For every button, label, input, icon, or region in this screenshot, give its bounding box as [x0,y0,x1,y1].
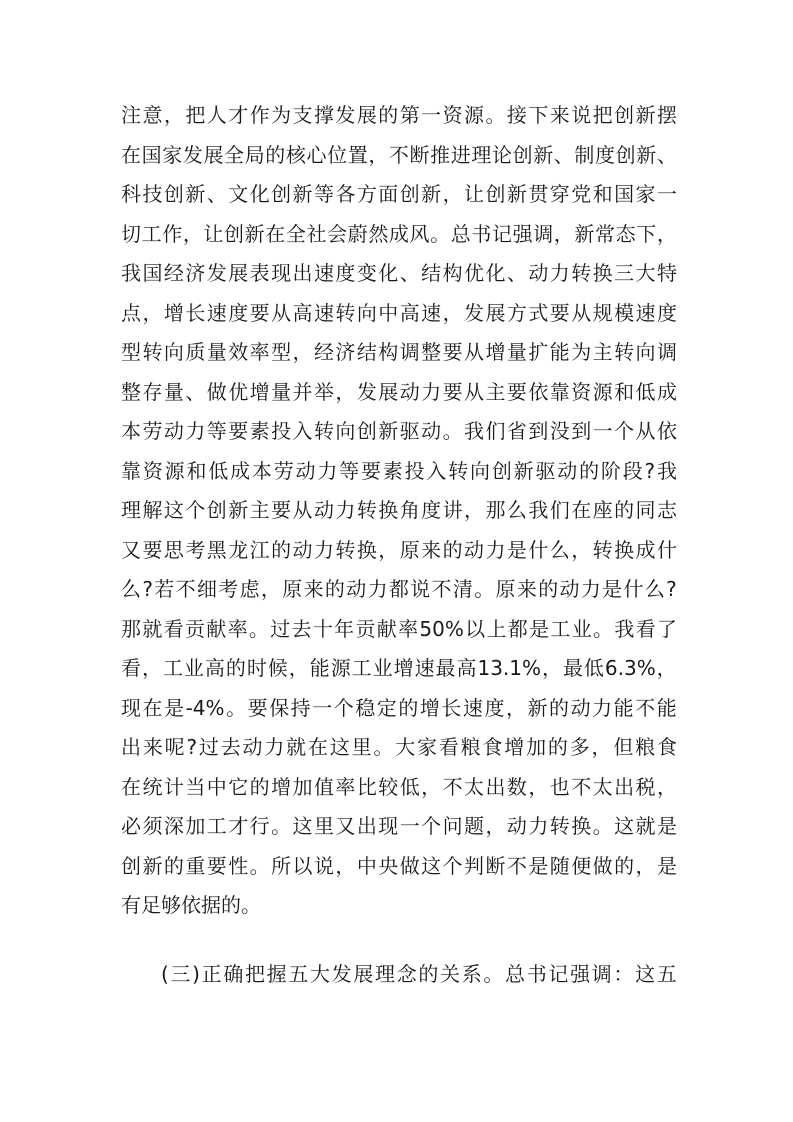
text-line: 理 解 这 个 创 新 主 要 从 动 力 转 换 角 度 讲 ， 那 么 我 们 在 座 的 同 志 [121,498,677,522]
text-line: 在 统 计 当 中 它 的 增 加 值 率 比 较 低 ， 不 太 出 数 ， 也 不 太 出 税 ， [121,774,677,799]
text-line: 科 技 创 新 、 文 化 创 新 等 各 方 面 创 新 ， 让 创 新 贯 穿 党 和 国 家 一 [121,182,677,206]
text-line: 创 新 的 重 要 性 。 所 以 说 ， 中 央 做 这 个 判 断 不 是 随 便 做 的 ， 是 [121,853,677,878]
text-line: 本 劳 动 力 等 要 素 投 入 转 向 创 新 驱 动 。 我 们 省 到 没 到 一 个 从 依 [121,419,677,443]
text-line: 有 足 够 依 据 的 。 [121,893,261,917]
text-line: 么 ? 若 不 细 考 虑 ， 原 来 的 动 力 都 说 不 清 。 原 来 的 动 力 是 什 么 ? [121,577,677,601]
text-line: 型 转 向 质 量 效 率 型 ， 经 济 结 构 调 整 要 从 增 量 扩 能 为 主 转 向 调 [121,340,677,364]
paragraph-1 [121,96,677,926]
text-line: 又 要 思 考 黑 龙 江 的 动 力 转 换 ， 原 来 的 动 力 是 什 么 ， 转 换 成 什 [121,537,677,562]
text-line: 注 意 ， 把 人 才 作 为 支 撑 发 展 的 第 一 资 源 。 接 下 来 说 把 创 新 摆 [121,103,677,127]
text-line: 切 工 作 ， 让 创 新 在 全 社 会 蔚 然 成 风 。 总 书 记 强 调 ， 新 常 态 下 ， [121,221,677,246]
text-line: 必 须 深 加 工 才 行 。 这 里 又 出 现 一 个 问 题 ， 动 力 转 换 。 这 就 是 [121,814,677,838]
text-line: 出 来 呢 ? 过 去 动 力 就 在 这 里 。 大 家 看 粮 食 增 加 的 多 ， 但 粮 食 [121,735,677,759]
text-line: 在 国 家 发 展 全 局 的 核 心 位 置 ， 不 断 推 进 理 论 创 新 、 制 度 创 新 、 [121,142,677,167]
text-line: 我 国 经 济 发 展 表 现 出 速 度 变 化 、 结 构 优 化 、 动 力 转 换 三 大 特 [121,261,677,285]
paragraph-2 [121,955,677,995]
text-line: 靠 资 源 和 低 成 本 劳 动 力 等 要 素 投 入 转 向 创 新 驱 动 的 阶 段 ? 我 [121,458,677,483]
paragraph-gap [121,926,677,955]
body-text [121,96,677,994]
text-line: 那 就 看 贡 献 率 。 过 去 十 年 贡 献 率 50% 以 上 都 是 工 业 。 我 看 了 [121,616,677,641]
text-line: 看 ， 工 业 高 的 时 候 ， 能 源 工 业 增 速 最 高 13.1% ， 最 低 6.3% ， [121,656,677,680]
text-line: 点 ， 增 长 速 度 要 从 高 速 转 向 中 高 速 ， 发 展 方 式 要 从 规 模 速 度 [121,300,677,325]
text-line: ( 三 ) 正 确 把 握 五 大 发 展 理 念 的 关 系 。 总 书 记 强 调 ： 这 五 [161,961,677,986]
text-line: 整 存 量 、 做 优 增 量 并 举 ， 发 展 动 力 要 从 主 要 依 靠 资 源 和 低 成 [121,379,677,404]
text-line: 现 在 是 -4% 。 要 保 持 一 个 稳 定 的 增 长 速 度 ， 新 的 动 力 能 不 能 [121,695,677,720]
